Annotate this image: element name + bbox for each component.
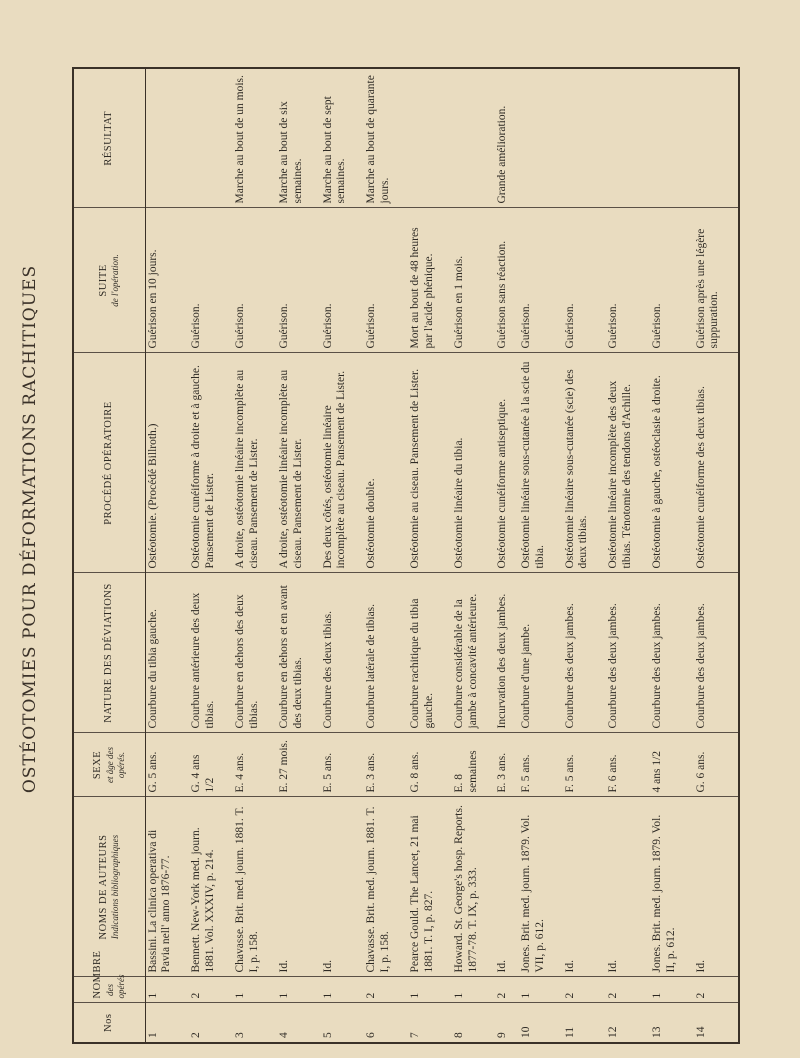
- header-no: Nos: [73, 1003, 145, 1043]
- cell-deviation: Courbure des deux jambes.: [650, 573, 694, 733]
- cell-count: 2: [606, 977, 650, 1003]
- cell-procedure: Ostéotomie cunéiforme antiseptique.: [495, 353, 518, 573]
- cell-procedure: Ostéotomie linéaire sous-cutanée (scie) des deux tibias.: [563, 353, 607, 573]
- cell-sex-age: E. 27 mois.: [277, 733, 321, 797]
- header-procedure: PROCÉDÉ OPÉRATOIRE: [73, 353, 145, 573]
- table-row: [233, 68, 277, 1043]
- cell-result: [189, 68, 233, 208]
- cell-sex-age: E. 4 ans.: [233, 733, 277, 797]
- cell-procedure: Ostéotomie linéaire incomplète des deux tibias. Ténotomie des tendons d'Achille.: [606, 353, 650, 573]
- cell-author: Bennett. New-York med. journ. 1881. Vol. XXXIV, p. 214.: [189, 797, 233, 977]
- cell-sex-age: E. 8 semaines: [452, 733, 496, 797]
- cell-procedure: Ostéotomie à gauche, ostéoclasie à droite.: [650, 353, 694, 573]
- table-row: [495, 68, 518, 1043]
- cell-result: Grande amélioration.: [495, 68, 518, 208]
- page-title-text: OSTÉOTOMIES POUR DÉFORMATIONS RACHITIQUES: [20, 264, 40, 794]
- cell-sex-age: G. 6 ans.: [694, 733, 739, 797]
- cell-outcome: Guérison en 1 mois.: [452, 208, 496, 353]
- table-row: [563, 68, 607, 1043]
- cell-result: Marche au bout de six semaines.: [277, 68, 321, 208]
- header-sex: SEXE et âge des opérés.: [73, 733, 145, 797]
- osteotomy-table: [72, 67, 740, 1044]
- cell-result: [452, 68, 496, 208]
- cell-sex-age: G. 4 ans 1/2: [189, 733, 233, 797]
- cell-no: 10: [519, 1003, 563, 1043]
- cell-sex-age: 4 ans 1/2: [650, 733, 694, 797]
- cell-no: 14: [694, 1003, 739, 1043]
- cell-result: [650, 68, 694, 208]
- cell-procedure: Ostéotomie cunéiforme à droite et à gauche. Pansement de Lister.: [189, 353, 233, 573]
- cell-author: Chavasse. Brit. med. journ. 1881. T. I, p. 158.: [233, 797, 277, 977]
- cell-count: 1: [233, 977, 277, 1003]
- cell-deviation: Courbure latérale de tibias.: [364, 573, 408, 733]
- cell-procedure: Ostéotomie au ciseau. Pansement de Lister.: [408, 353, 452, 573]
- cell-author: Id.: [277, 797, 321, 977]
- cell-outcome: Guérison sans réaction.: [495, 208, 518, 353]
- cell-result: [694, 68, 739, 208]
- cell-deviation: Courbure considérable de la jambe à concavité antérieure.: [452, 573, 496, 733]
- cell-result: Marche au bout de quarante jours.: [364, 68, 408, 208]
- table-row: [145, 68, 189, 1043]
- cell-author: Id.: [321, 797, 365, 977]
- cell-count: 1: [408, 977, 452, 1003]
- header-deviation: NATURE DES DÉVIATIONS: [73, 573, 145, 733]
- table-row: [519, 68, 563, 1043]
- cell-procedure: Ostéotomie cunéiforme des deux tibias.: [694, 353, 739, 573]
- cell-no: 9: [495, 1003, 518, 1043]
- cell-no: 2: [189, 1003, 233, 1043]
- cell-author: Chavasse. Brit. med. journ. 1881. T. I, p. 158.: [364, 797, 408, 977]
- cell-count: 1: [650, 977, 694, 1003]
- cell-count: 2: [189, 977, 233, 1003]
- cell-outcome: Mort au bout de 48 heures par l'acide phénique.: [408, 208, 452, 353]
- cell-procedure: A droite, ostéotomie linéaire incomplète au ciseau. Pansement de Lister.: [233, 353, 277, 573]
- cell-sex-age: F. 5 ans.: [519, 733, 563, 797]
- cell-deviation: Courbure des deux tibias.: [321, 573, 365, 733]
- cell-result: [145, 68, 189, 208]
- cell-sex-age: E. 5 ans.: [321, 733, 365, 797]
- cell-result: [606, 68, 650, 208]
- cell-outcome: Guérison.: [364, 208, 408, 353]
- table-row: [189, 68, 233, 1043]
- table-row: [277, 68, 321, 1043]
- cell-no: 1: [145, 1003, 189, 1043]
- cell-outcome: Guérison.: [519, 208, 563, 353]
- cell-deviation: Courbure des deux jambes.: [563, 573, 607, 733]
- table-container: [72, 69, 740, 1044]
- cell-result: [519, 68, 563, 208]
- table-row: [606, 68, 650, 1043]
- cell-result: Marche au bout de sept semaines.: [321, 68, 365, 208]
- cell-count: 2: [563, 977, 607, 1003]
- cell-deviation: Courbure du tibia gauche.: [145, 573, 189, 733]
- cell-procedure: Ostéotomie. (Procédé Billroth.): [145, 353, 189, 573]
- cell-procedure: Ostéotomie linéaire sous-cutanée à la scie du tibia.: [519, 353, 563, 573]
- cell-result: Marche au bout de un mois.: [233, 68, 277, 208]
- table-row: [650, 68, 694, 1043]
- cell-no: 3: [233, 1003, 277, 1043]
- cell-deviation: Courbure d'une jambe.: [519, 573, 563, 733]
- table-header-row: [73, 68, 145, 1043]
- cell-procedure: A droite, ostéotomie linéaire incomplète au ciseau. Pansement de Lister.: [277, 353, 321, 573]
- cell-author: Id.: [563, 797, 607, 977]
- cell-sex-age: E. 3 ans.: [495, 733, 518, 797]
- cell-no: 5: [321, 1003, 365, 1043]
- cell-outcome: Guérison.: [189, 208, 233, 353]
- table-row: [694, 68, 739, 1043]
- cell-author: Id.: [694, 797, 739, 977]
- cell-outcome: Guérison.: [233, 208, 277, 353]
- cell-deviation: Courbure en dehors des deux tibias.: [233, 573, 277, 733]
- cell-count: 1: [277, 977, 321, 1003]
- cell-deviation: Courbure rachitique du tibia gauche.: [408, 573, 452, 733]
- cell-no: 7: [408, 1003, 452, 1043]
- cell-sex-age: E. 3 ans.: [364, 733, 408, 797]
- cell-no: 11: [563, 1003, 607, 1043]
- cell-sex-age: F. 5 ans.: [563, 733, 607, 797]
- cell-sex-age: G. 8 ans.: [408, 733, 452, 797]
- cell-outcome: Guérison.: [650, 208, 694, 353]
- cell-count: 1: [519, 977, 563, 1003]
- cell-author: Jones. Brit. med. journ. 1879. Vol. VII, p. 612.: [519, 797, 563, 977]
- cell-no: 12: [606, 1003, 650, 1043]
- cell-outcome: Guérison.: [606, 208, 650, 353]
- cell-author: Howard. St. George's hosp. Reports. 1877-78. T. IX, p. 333.: [452, 797, 496, 977]
- cell-deviation: Courbure antérieure des deux tibias.: [189, 573, 233, 733]
- table-row: [321, 68, 365, 1043]
- cell-author: Id.: [606, 797, 650, 977]
- cell-outcome: Guérison en 10 jours.: [145, 208, 189, 353]
- cell-author: Id.: [495, 797, 518, 977]
- cell-deviation: Incurvation des deux jambes.: [495, 573, 518, 733]
- cell-result: [563, 68, 607, 208]
- cell-author: Jones. Brit. med. journ. 1879. Vol. II, p. 612.: [650, 797, 694, 977]
- cell-no: 8: [452, 1003, 496, 1043]
- cell-outcome: Guérison.: [321, 208, 365, 353]
- cell-count: 2: [495, 977, 518, 1003]
- cell-sex-age: G. 5 ans.: [145, 733, 189, 797]
- table-row: [452, 68, 496, 1043]
- cell-count: 2: [694, 977, 739, 1003]
- header-count: NOMBRE des opérés: [73, 977, 145, 1003]
- cell-procedure: Ostéotomie linéaire du tibia.: [452, 353, 496, 573]
- cell-result: [408, 68, 452, 208]
- page-title: [8, 0, 52, 1058]
- cell-author: Bassini. La clinica operativa di Pavia nell' anno 1876-77.: [145, 797, 189, 977]
- header-outcome: SUITE de l'opération.: [73, 208, 145, 353]
- cell-procedure: Des deux côtés, ostéotomie linéaire incomplète au ciseau. Pansement de Lister.: [321, 353, 365, 573]
- cell-count: 1: [321, 977, 365, 1003]
- table-row: [408, 68, 452, 1043]
- cell-outcome: Guérison après une légère suppuration.: [694, 208, 739, 353]
- cell-no: 13: [650, 1003, 694, 1043]
- cell-deviation: Courbure en dehors et en avant des deux tibias.: [277, 573, 321, 733]
- cell-author: Pearce Gould. The Lancet, 21 mai 1881. T. I, p. 827.: [408, 797, 452, 977]
- cell-deviation: Courbure des deux jambes.: [694, 573, 739, 733]
- header-authors: NOMS DE AUTEURS Indications bibliographiques: [73, 797, 145, 977]
- header-result: RÉSULTAT: [73, 68, 145, 208]
- cell-count: 1: [452, 977, 496, 1003]
- cell-no: 6: [364, 1003, 408, 1043]
- cell-procedure: Ostéotomie double.: [364, 353, 408, 573]
- cell-outcome: Guérison.: [277, 208, 321, 353]
- cell-count: 1: [145, 977, 189, 1003]
- cell-no: 4: [277, 1003, 321, 1043]
- cell-count: 2: [364, 977, 408, 1003]
- cell-deviation: Courbure des deux jambes.: [606, 573, 650, 733]
- table-row: [364, 68, 408, 1043]
- cell-outcome: Guérison.: [563, 208, 607, 353]
- cell-sex-age: F. 6 ans.: [606, 733, 650, 797]
